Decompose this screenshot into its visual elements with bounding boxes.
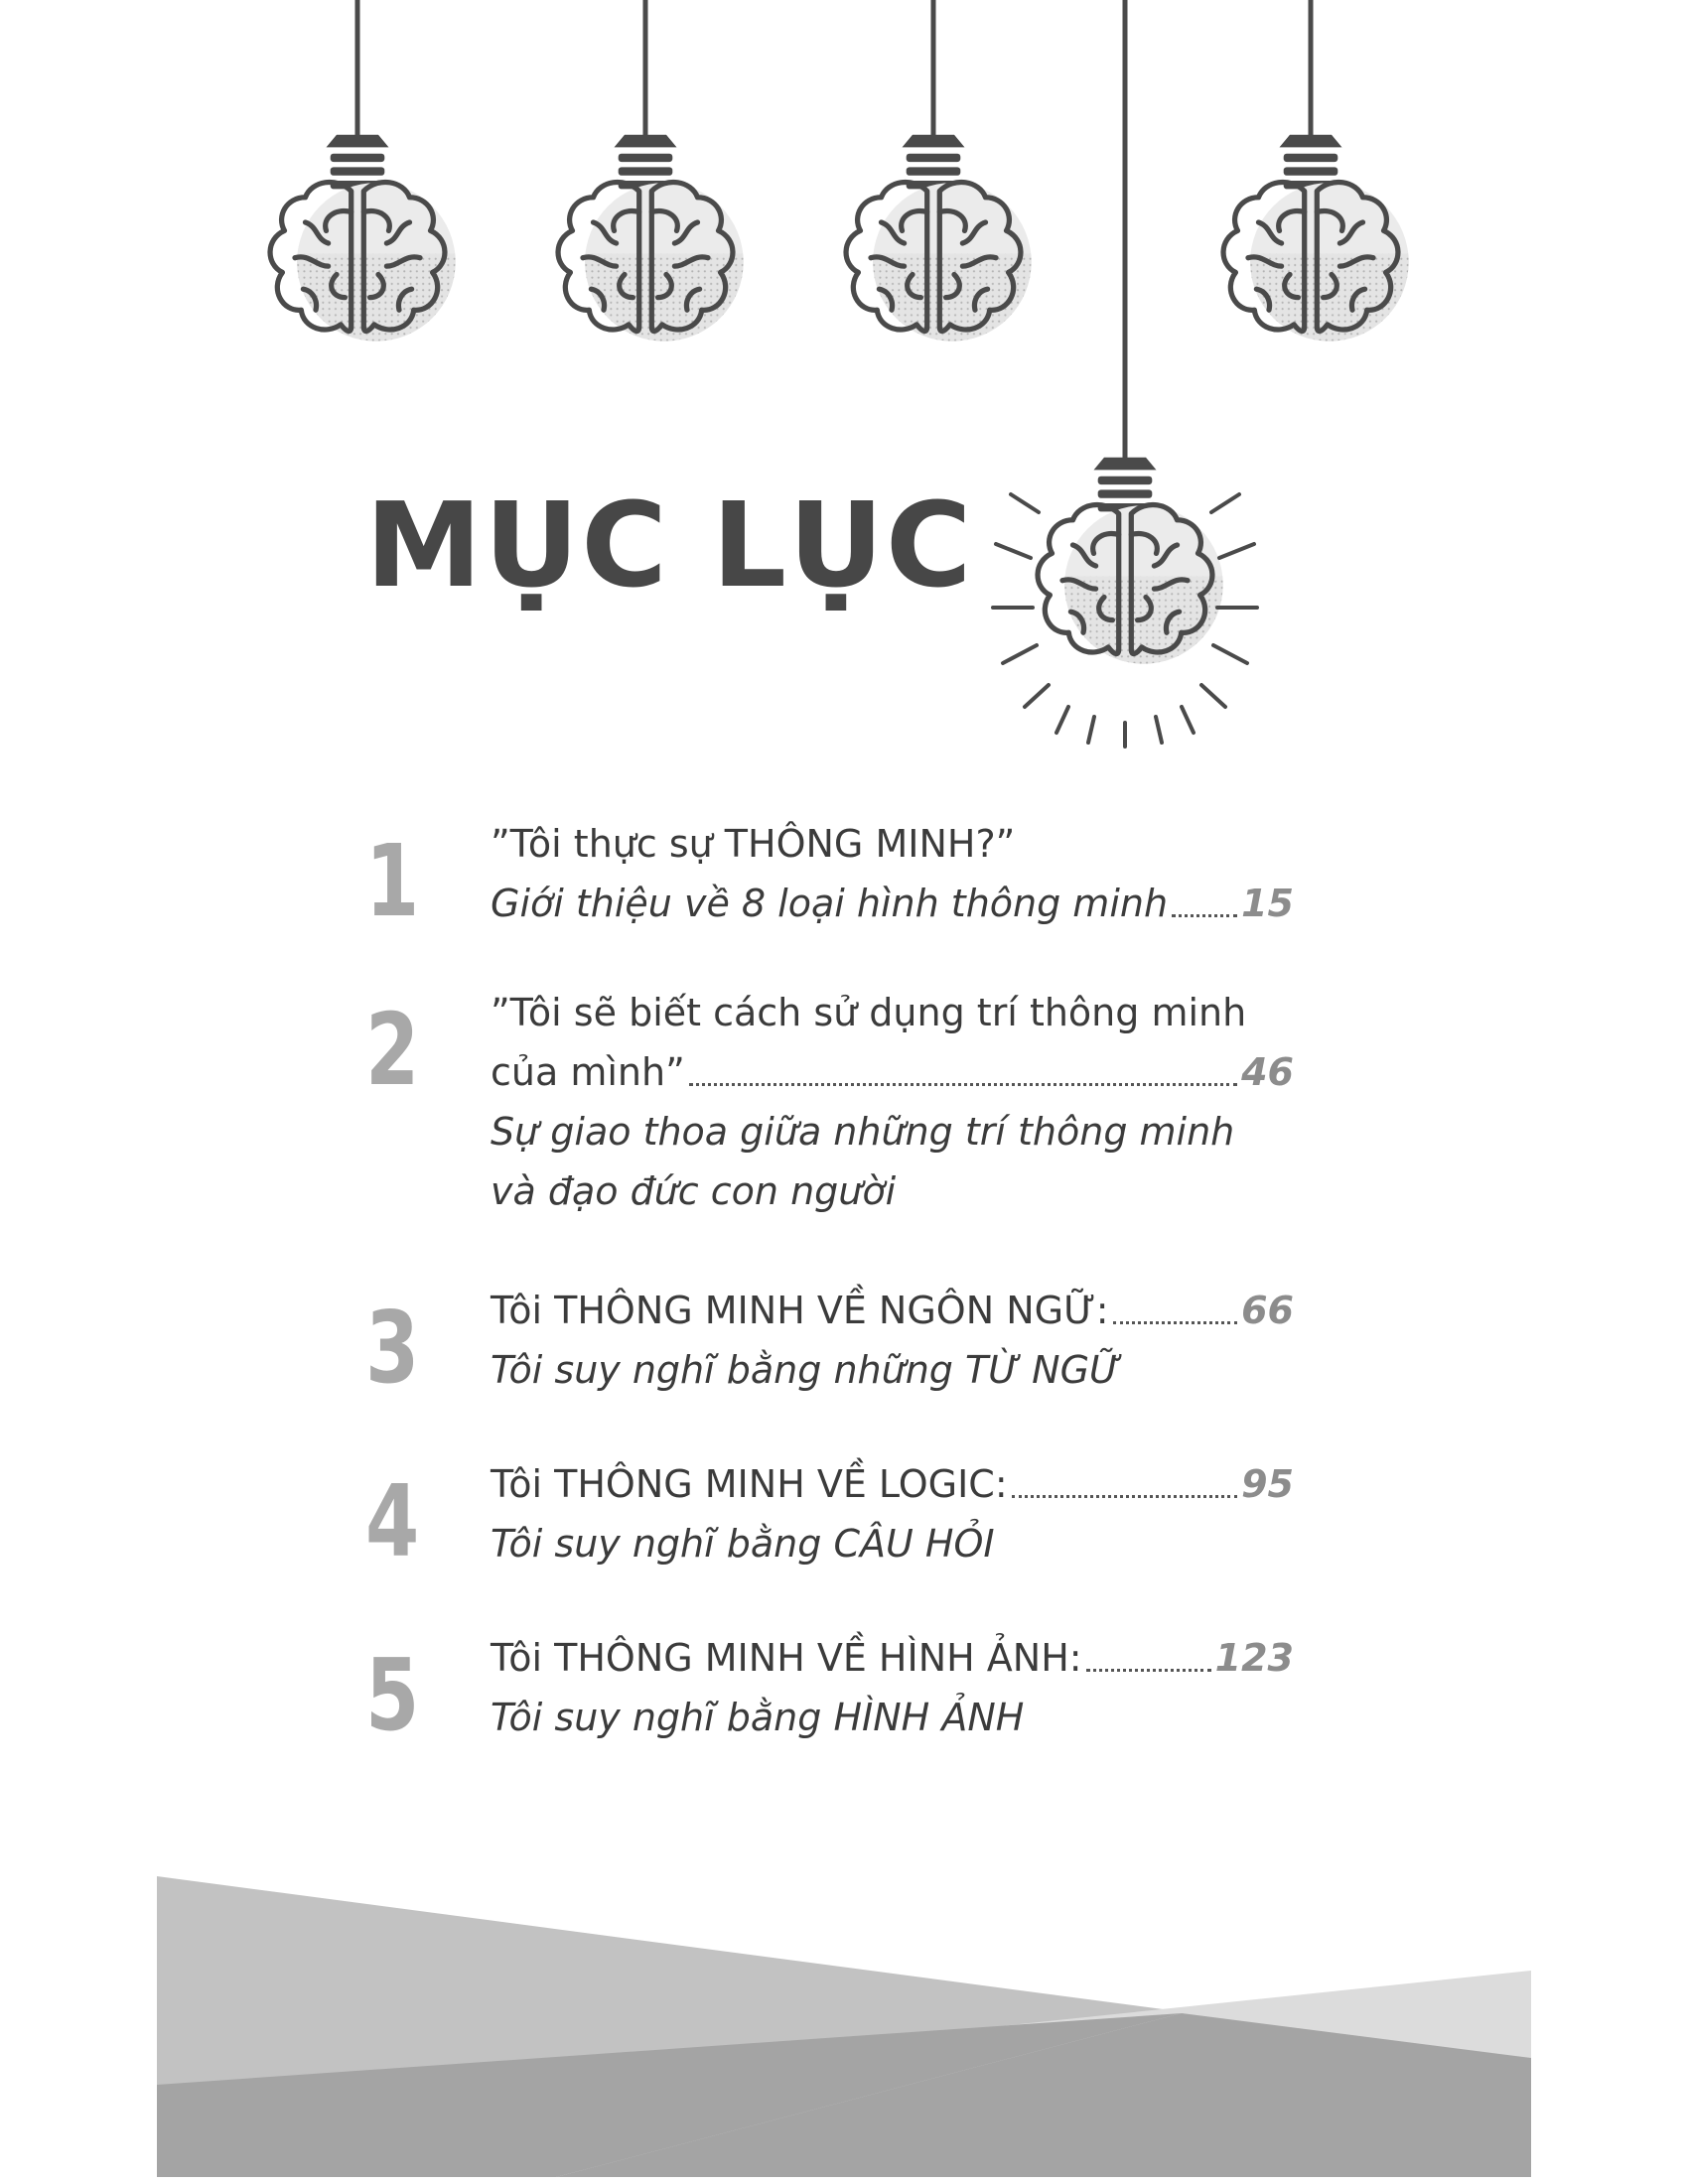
- toc-entry[interactable]: [365, 1281, 1294, 1406]
- page-number: 15: [1241, 882, 1294, 925]
- toc-line-text: Tôi THÔNG MINH VỀ HÌNH ẢNH:: [491, 1636, 1082, 1680]
- toc-line: [491, 1340, 1294, 1400]
- toc-line-text: Giới thiệu về 8 loại hình thông minh: [491, 882, 1169, 925]
- bottom-bands: [157, 1876, 1531, 2177]
- chapter-lines: [491, 1628, 1294, 1747]
- toc-line: [491, 1281, 1294, 1340]
- toc-line-text: của mình”: [491, 1050, 685, 1094]
- toc-line: [491, 1628, 1294, 1688]
- toc-line-text: ”Tôi thực sự THÔNG MINH?”: [491, 822, 1016, 866]
- page-number: 123: [1214, 1636, 1294, 1680]
- brain-bulb-icon: [846, 135, 1032, 341]
- toc-line: [491, 1102, 1294, 1161]
- toc-line-text: Tôi THÔNG MINH VỀ NGÔN NGỮ:: [491, 1289, 1109, 1332]
- toc-line-text: Sự giao thoa giữa những trí thông minh: [491, 1110, 1235, 1154]
- toc-line: [491, 1688, 1294, 1747]
- chapter-lines: [491, 1454, 1294, 1573]
- page-title: MỤC LỤC: [365, 477, 974, 614]
- dot-leader: [1012, 1495, 1237, 1498]
- toc-line: [491, 1042, 1294, 1102]
- chapter-lines: [491, 814, 1294, 933]
- toc-line: [491, 983, 1294, 1042]
- toc-line-text: Tôi suy nghĩ bằng những TỪ NGỮ: [491, 1348, 1121, 1392]
- toc-line: [491, 1454, 1294, 1514]
- toc-line: [491, 1514, 1294, 1573]
- brain-bulb-icon: [558, 135, 744, 341]
- chapter-lines: [491, 983, 1294, 1221]
- chapter-number: 4: [365, 1463, 420, 1579]
- toc-line-text: Tôi suy nghĩ bằng CÂU HỎI: [491, 1522, 995, 1566]
- dot-leader: [1086, 1669, 1211, 1672]
- brain-bulb-icon: [1223, 135, 1409, 341]
- toc-entry[interactable]: [365, 1628, 1294, 1753]
- brain-bulb-icon: [270, 135, 456, 341]
- toc-entry[interactable]: [365, 1454, 1294, 1579]
- toc-line-text: ”Tôi sẽ biết cách sử dụng trí thông minh: [491, 991, 1247, 1034]
- page-number: 66: [1241, 1289, 1294, 1332]
- chapter-number: 5: [365, 1637, 420, 1753]
- dot-leader: [1113, 1321, 1238, 1324]
- chapter-number: 3: [365, 1290, 420, 1406]
- toc-line-text: và đạo đức con người: [491, 1169, 897, 1213]
- lit-brain-bulb-icon: [1038, 458, 1223, 664]
- toc-entry[interactable]: [365, 983, 1294, 1221]
- chapter-number: 2: [365, 992, 420, 1108]
- chapter-lines: [491, 1281, 1294, 1400]
- toc-line: [491, 1161, 1294, 1221]
- page-number: 95: [1241, 1462, 1294, 1506]
- dot-leader: [1172, 914, 1237, 917]
- toc-line-text: Tôi suy nghĩ bằng HÌNH ẢNH: [491, 1696, 1025, 1739]
- toc-line: [491, 814, 1294, 874]
- toc-line: [491, 874, 1294, 933]
- toc-line-text: Tôi THÔNG MINH VỀ LOGIC:: [491, 1462, 1008, 1506]
- toc-entry[interactable]: [365, 814, 1294, 939]
- page-number: 46: [1241, 1050, 1294, 1094]
- dot-leader: [689, 1083, 1237, 1086]
- chapter-number: 1: [365, 823, 420, 939]
